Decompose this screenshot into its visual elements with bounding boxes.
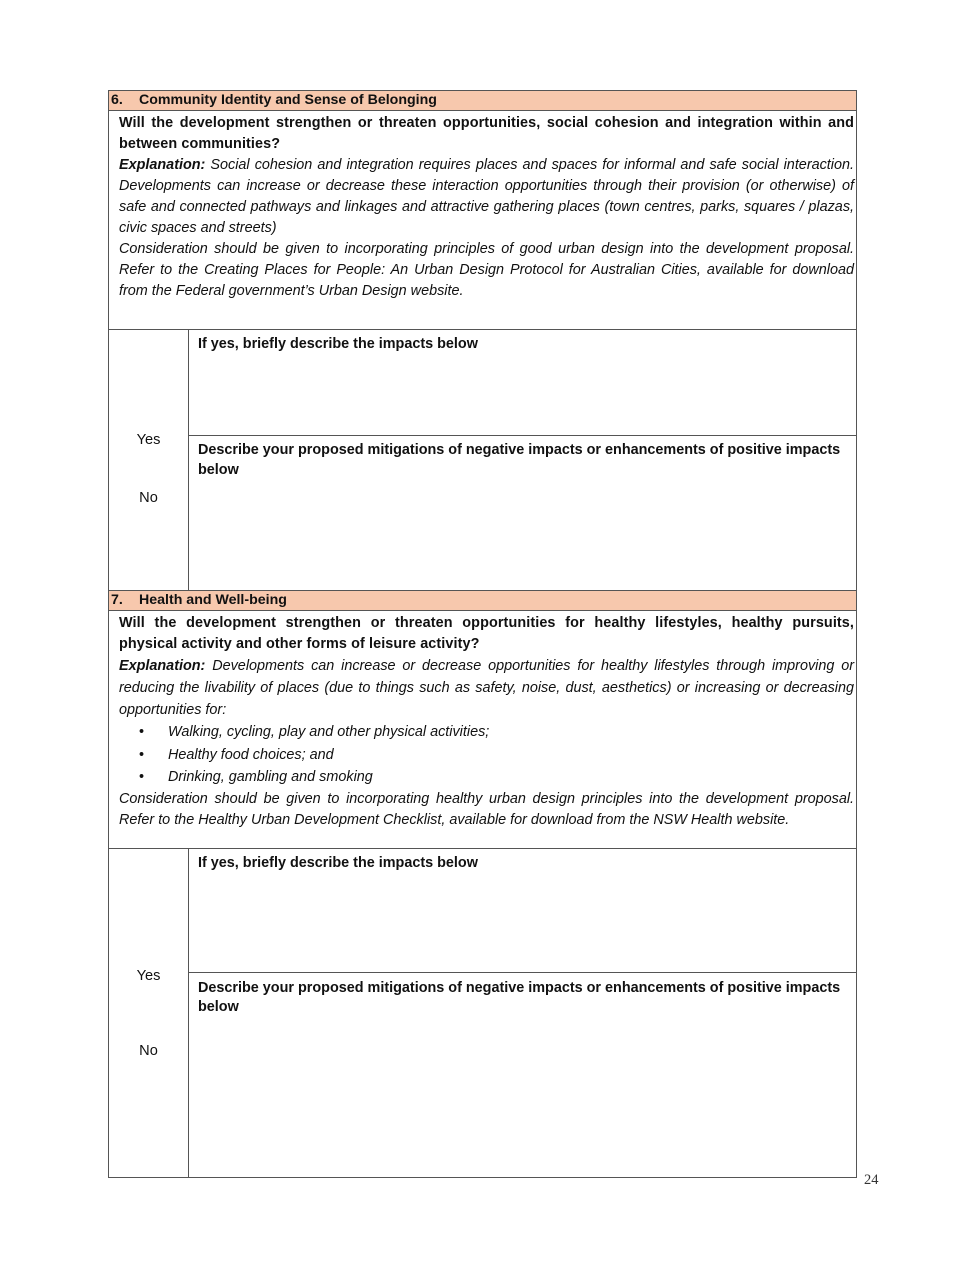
section-7-question-row [109, 611, 857, 849]
no-option[interactable]: No [139, 490, 158, 506]
page-number: 24 [864, 1172, 879, 1188]
yes-no-selector [109, 849, 189, 1178]
yes-no-selector [109, 330, 189, 591]
yes-option[interactable]: Yes [136, 432, 161, 448]
section-title: Community Identity and Sense of Belonging [139, 92, 437, 108]
section-header [109, 91, 857, 111]
section-number: 6. [111, 92, 123, 108]
consideration-text: Consideration should be given to incorporating principles of good urban design into the development proposal. Refer to the Creating Places for People: An Urban Design Protocol for Australian Cities, available for download from the Federal government’s Urban Design website. [119, 241, 855, 299]
no-option[interactable]: No [139, 1042, 158, 1059]
section-6-impacts-row [109, 330, 857, 436]
explanation-text: Developments can increase or decrease opportunities for healthy lifestyles through improving or reducing the livability of places (due to things such as safety, noise, dust, aesthetics) or increasing or decreasing opportunities for: [119, 658, 855, 718]
yes-option[interactable]: Yes [136, 967, 161, 984]
impacts-response-field[interactable] [189, 330, 857, 436]
bullet-icon: • [139, 724, 145, 740]
section-7-mitigations-row [109, 973, 857, 1178]
impacts-response-field[interactable] [189, 849, 857, 973]
section-6-mitigations-row [109, 436, 857, 591]
bullet-list [119, 721, 854, 789]
section-6-header-row [109, 91, 857, 111]
section-6-question-row [109, 111, 857, 330]
explanation-label: Explanation: [119, 157, 206, 173]
list-item: • Drinking, gambling and smoking [119, 766, 854, 789]
mitigations-response-field[interactable] [189, 973, 857, 1178]
question-text: Will the development strengthen or threaten opportunities, social cohesion and integration within and between communities? [119, 115, 855, 152]
question-text: Will the development strengthen or threaten opportunities for healthy lifestyles, healthy pursuits, physical activity and other forms of leisure activity? [119, 615, 855, 652]
consideration-text: Consideration should be given to incorporating healthy urban design principles into the development proposal. Refer to the Healthy Urban Development Checklist, available for download from the NSW Health website. [119, 790, 855, 828]
section-number: 7. [111, 592, 123, 608]
bullet-icon: • [139, 746, 145, 763]
explanation-label: Explanation: [119, 658, 206, 674]
explanation-text: Social cohesion and integration requires places and spaces for informal and safe social interaction. Developments can increase or decrease these interaction opportunities through their provision (or otherwise) of safe and connected pathways and linkages and attractive gathering places (town centres, parks, squares / plazas, civic spaces and streets) [119, 157, 855, 236]
bullet-icon: • [139, 769, 145, 785]
explanation-paragraph [119, 155, 854, 239]
explanation-paragraph [119, 655, 854, 721]
mitigations-prompt: Describe your proposed mitigations of negative impacts or enhancements of positive impacts below [198, 980, 841, 1015]
question-block [109, 111, 857, 330]
assessment-table [108, 90, 857, 1178]
section-title: Health and Well-being [139, 592, 287, 608]
section-7-impacts-row [109, 849, 857, 973]
list-item: • Walking, cycling, play and other physical activities; [119, 721, 854, 744]
impacts-prompt: If yes, briefly describe the impacts below [198, 336, 478, 352]
question-block [109, 611, 857, 849]
impacts-prompt: If yes, briefly describe the impacts below [198, 855, 478, 871]
section-7-header-row [109, 591, 857, 611]
section-header [109, 591, 857, 611]
mitigations-response-field[interactable] [189, 436, 857, 591]
mitigations-prompt: Describe your proposed mitigations of negative impacts or enhancements of positive impacts below [198, 442, 841, 478]
list-item: • Healthy food choices; and [119, 744, 854, 767]
